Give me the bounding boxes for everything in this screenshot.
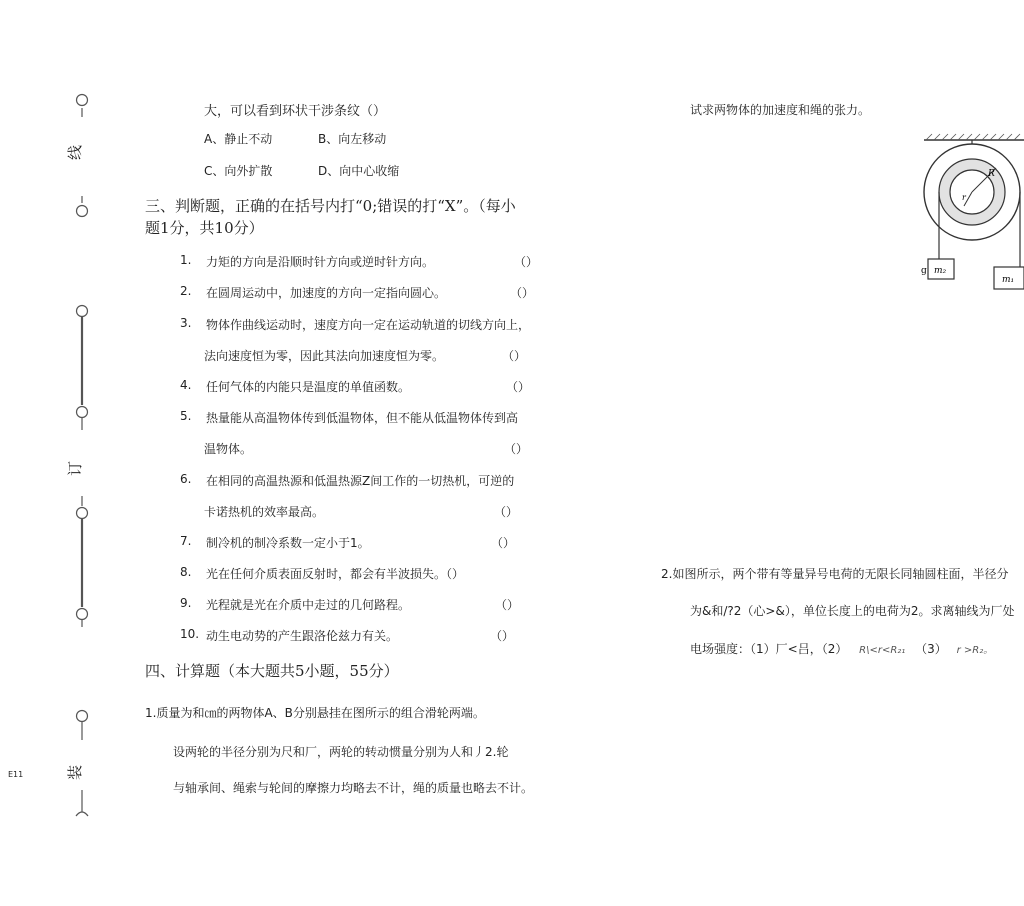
q2-line-3 [690,640,993,657]
binding-line-graphic [0,0,110,902]
item-text: 热量能从高温物体传到低温物体，但不能从低温物体传到高 [206,411,519,425]
label-m1: m₁ [1002,275,1015,285]
answer-paren: （） [506,380,531,394]
q1-line-2: 设两轮的半径分别为尺和厂，两轮的转动惯量分别为人和丿2.轮 [173,745,509,759]
option-a: A、静止不动 [204,132,273,146]
item-text: 温物体。 [204,442,253,456]
option-c: C、向外扩散 [204,164,273,178]
item-text: 光程就是光在介质中走过的几何路程。 [206,598,411,612]
item-number: 4. [180,378,192,392]
q2-line-3-part-c: （3） [915,642,947,656]
item-text: 在圆周运动中，加速度的方向一定指向圆心。 [206,286,447,300]
section-3-heading-cont: 题1分，共10分） [145,219,264,237]
label-r: r [962,193,966,202]
item-number: 8. [180,565,192,579]
option-b: B、向左移动 [318,132,387,146]
binding-label-order: 订 [66,460,85,477]
binding-label-bind: 装 [66,764,85,781]
item-text: 光在任何介质表面反射时，都会有半波损失。（） [206,567,465,581]
item-number: 1. [180,253,192,267]
item-number: 7. [180,534,192,548]
item-text: 任何气体的内能只是温度的单值函数。 [206,380,411,394]
binding-label-line: 线 [66,144,85,161]
label-m2: m₂ [934,266,947,276]
q1-ask: 试求两物体的加速度和绳的张力。 [690,103,871,117]
option-d: D、向中心收缩 [318,164,400,178]
section-3-heading: 三、判断题，正确的在括号内打“0;错误的打“X”。（每小 [145,197,516,215]
item-number: 3. [180,316,192,330]
answer-paren: （） [514,255,539,269]
q2-line-2: 为&和/?2（心>&），单位长度上的电荷为2。求离轴线为厂处 [690,604,1015,618]
item-text: 力矩的方向是沿顺时针方向或逆时针方向。 [206,255,435,269]
item-text: 物体作曲线运动时，速度方向一定在运动轨道的切线方向上， [206,318,531,332]
q2-line-3-part-b: R\<r<R₂₁ [859,645,906,656]
binding-margin [0,0,110,902]
q2-line-3-part-a: 电场强度：（1）厂<吕，（2） [690,642,848,656]
item-text: 卡诺热机的效率最高。 [204,505,325,519]
answer-paren: （） [495,598,520,612]
q2-line-3-part-d: r >R₂。 [956,645,994,656]
answer-paren: （） [510,286,535,300]
item-number: 6. [180,472,192,486]
item-number: 9. [180,596,192,610]
answer-paren: （） [494,505,519,519]
answer-paren: （） [504,442,529,456]
pulley-figure [918,132,1024,296]
item-text: 在相同的高温热源和低温热源Z间工作的一切热机，可逆的 [206,474,515,488]
label-R: R [988,169,995,179]
answer-paren: （） [491,536,516,550]
item-number: 2. [180,284,192,298]
item-number: 10. [180,627,200,641]
binding-side-mark: E11 [8,770,24,779]
q2-line-1: 2.如图所示，两个带有等量异号电荷的无限长同轴圆柱面，半径分 [661,567,1009,581]
previous-question-continuation: 大，可以看到环状干涉条纹（） [204,104,387,119]
pulley-diagram [918,132,1024,296]
item-number: 5. [180,409,192,423]
answer-paren: （） [490,629,515,643]
q1-line-1: 1.质量为和㎝的两物体A、B分别悬挂在图所示的组合滑轮两端。 [145,706,485,720]
label-side: g [921,266,927,276]
answer-paren: （） [502,349,527,363]
section-4-heading: 四、计算题（本大题共5小题，55分） [145,662,399,680]
q1-line-3: 与轴承间、绳索与轮间的摩擦力均略去不计，绳的质量也略去不计。 [173,781,534,795]
item-text: 动生电动势的产生跟洛伦兹力有关。 [206,629,399,643]
item-text: 法向速度恒为零，因此其法向加速度恒为零。 [204,349,445,363]
item-text: 制冷机的制冷系数一定小于1。 [206,536,370,550]
